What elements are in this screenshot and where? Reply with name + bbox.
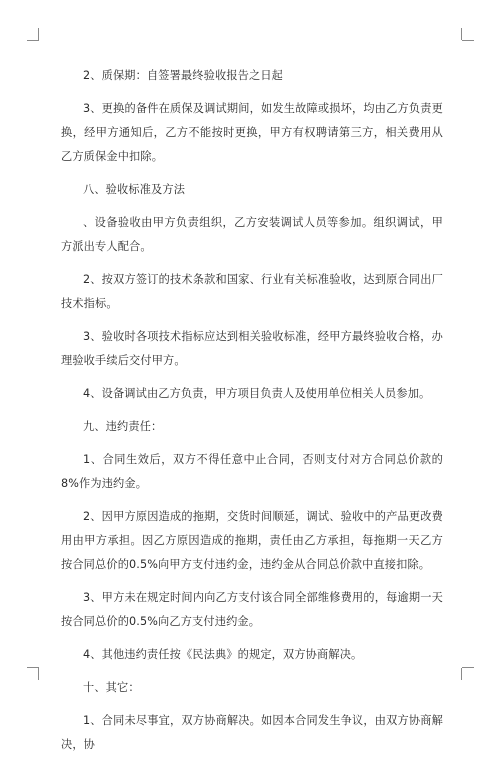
document-body bbox=[61, 64, 443, 757]
crop-mark-bottom-left-vertical bbox=[38, 668, 39, 680]
section-heading-other: 十、其它： bbox=[83, 681, 140, 694]
section-heading-liability: 九、违约责任： bbox=[83, 420, 163, 433]
section-heading-acceptance: 八、验收标准及方法 bbox=[83, 183, 186, 196]
paragraph-acceptance-indicators: 3、验收时各项技术指标应达到相关验收标准，经甲方最终验收合格，办理验收手续后交付甲方。 bbox=[61, 330, 443, 367]
crop-mark-bottom-left-horizontal bbox=[27, 667, 39, 668]
crop-mark-bottom-right-horizontal bbox=[462, 667, 474, 668]
crop-mark-top-right-vertical bbox=[461, 28, 462, 40]
paragraph-other-liability: 4、其他违约责任按《民法典》的规定，双方协商解决。 bbox=[83, 648, 363, 661]
crop-mark-bottom-right-vertical bbox=[461, 668, 462, 680]
paragraph-delay-liability: 2、因甲方原因造成的拖期，交货时间顺延，调试、验收中的产品更改费用由甲方承担。因乙方原因造成的拖期，责任由乙方承担，每拖期一天乙方按合同总价的0.5%向甲方支付违约金，违约金从合同总价款中直接扣除。 bbox=[61, 510, 443, 571]
crop-mark-top-left-vertical bbox=[38, 28, 39, 40]
paragraph-acceptance-standards: 2、按双方签订的技术条款和国家、行业有关标准验收，达到原合同出厂技术指标。 bbox=[61, 273, 443, 310]
paragraph-unresolved-matters: 1、合同未尽事宜，双方协商解决。如因本合同发生争议，由双方协商解决，协 bbox=[61, 714, 443, 751]
paragraph-spare-parts: 3、更换的备件在质保及调试期间，如发生故障或损坏，均由乙方负责更换，经甲方通知后，乙方不能按时更换，甲方有权聘请第三方，相关费用从乙方质保金中扣除。 bbox=[61, 102, 443, 163]
paragraph-late-payment: 3、甲方未在规定时间内向乙方支付该合同全部维修费用的，每逾期一天按合同总价的0.5%向乙方支付违约金。 bbox=[61, 591, 443, 628]
crop-mark-top-right-horizontal bbox=[462, 40, 474, 41]
paragraph-warranty-period: 2、质保期：自签署最终验收报告之日起 bbox=[83, 69, 284, 82]
paragraph-acceptance-organization: 、设备验收由甲方负责组织，乙方安装调试人员等参加。组织调试，甲方派出专人配合。 bbox=[61, 216, 443, 253]
crop-mark-top-left-horizontal bbox=[27, 40, 39, 41]
paragraph-no-termination: 1、合同生效后，双方不得任意中止合同，否则支付对方合同总价款的8%作为违约金。 bbox=[61, 453, 443, 490]
paragraph-equipment-commissioning: 4、设备调试由乙方负责，甲方项目负责人及使用单位相关人员参加。 bbox=[83, 387, 431, 400]
